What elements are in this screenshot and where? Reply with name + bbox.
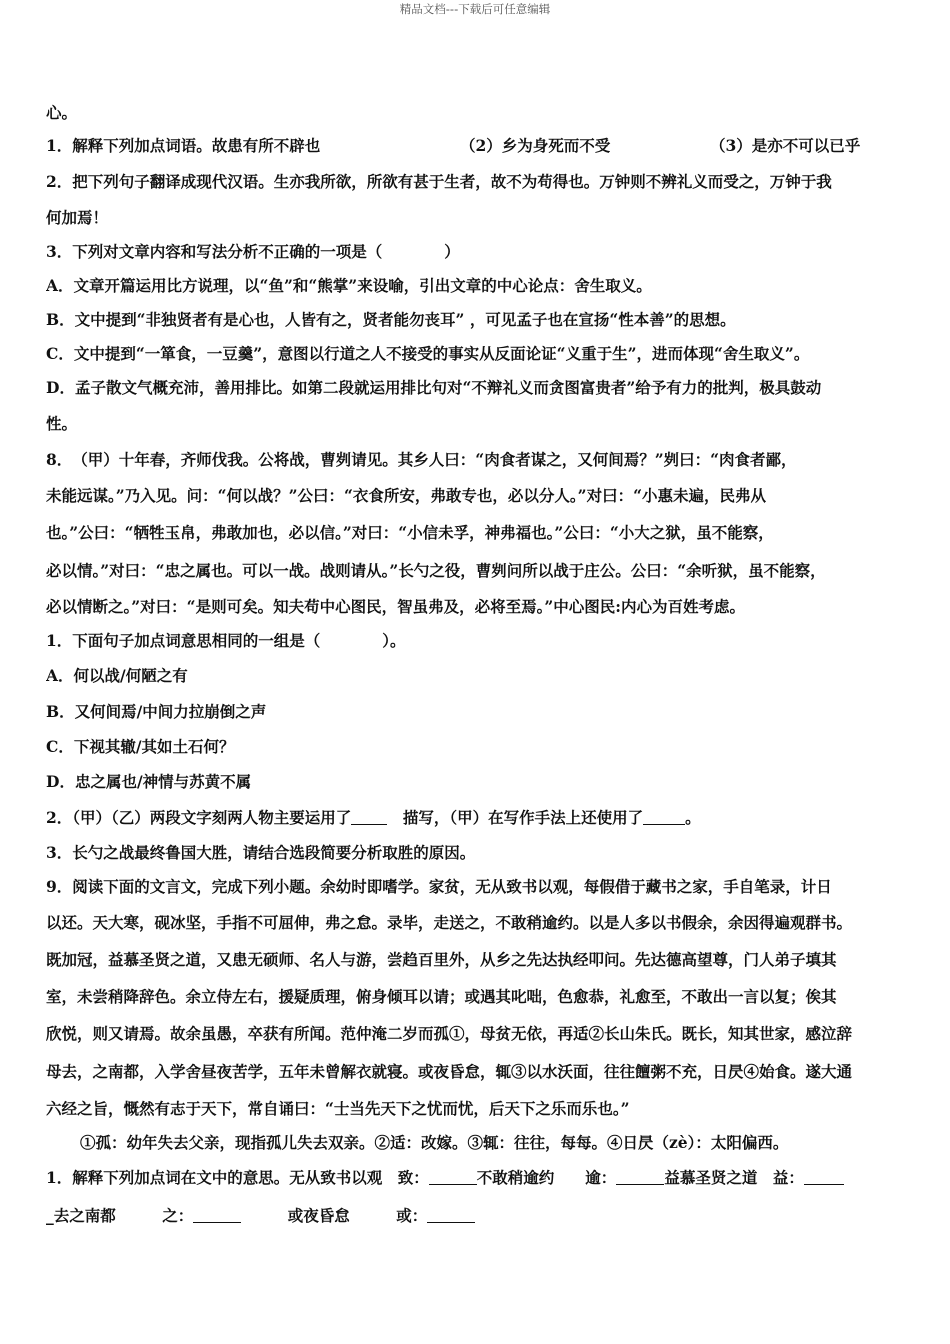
passage-line: 母去，之南都，入学舍昼夜苦学，五年未曾解衣就寝。或夜昏怠，辄③以水沃面，往往饘粥不充，日昃④始食。遂大通 [46,1062,853,1081]
question-9-line-2 [46,1206,908,1226]
q1-part1: 1．解释下列加点词语。故患有所不辟也 [46,136,321,155]
answer-blank[interactable] [351,808,387,825]
question-line: 1．下面句子加点词意思相同的一组是（ ）。 [46,631,406,650]
question-9-line [46,1168,908,1188]
answer-blank[interactable] [804,1168,844,1185]
question-2-line [46,808,908,828]
text-line: 何加焉！ [46,208,109,227]
answer-blank[interactable] [193,1206,241,1223]
option-a: A．何以战/何陋之有 [46,666,188,685]
text-line: 性。 [46,414,78,433]
q2-text-a: 2．（甲）（乙）两段文字刻两人物主要运用了 [46,808,352,827]
passage-line: 既加冠，益慕圣贤之道，又患无硕师、名人与游，尝趋百里外，从乡之先达执经叩问。先达德高望尊，门人弟子填其 [46,950,837,969]
passage-line: 六经之旨，慨然有志于天下，常自诵曰：“士当先天下之忧而忧，后天下之乐而乐也。” [46,1099,630,1118]
answer-blank[interactable] [616,1168,664,1185]
option-c: C．文中提到“一箪食，一豆羹”，意图以行道之人不接受的事实从反面论证“义重于生”，进而体现“舍生取义”。 [46,344,810,363]
option-d: D．忠之属也/神情与苏黄不属 [46,772,252,791]
text-line: 心。 [46,103,78,122]
answer-blank[interactable] [427,1206,475,1223]
option-b: B．又何间焉/中间力拉崩倒之声 [46,702,267,721]
question-1-line [46,136,908,156]
option-d: D．孟子散文气概充沛，善用排比。如第二段就运用排比句对“不辩礼义而贪图富贵者”给予有力的批判，极具鼓动 [46,378,822,397]
footnote-line: ①孤：幼年失去父亲，现指孤儿失去双亲。②适：改嫁。③辄：往往，每每。④日昃（zè）：太阳偏西。 [80,1133,789,1152]
q1-part2: （2）乡为身死而不受 [460,136,611,155]
q9-text-b: 不敢稍逾约 逾： [476,1168,617,1187]
q9-text-a: 1．解释下列加点词在文中的意思。无从致书以观 致： [46,1168,429,1187]
passage-line: 未能远谋。”乃入见。问：“何以战？”公曰：“衣食所安，弗敢专也，必以分人。”对曰：“小惠未遍，民弗从 [46,486,766,505]
page-header: 精品文档---下载后可任意编辑 [399,2,551,16]
passage-line: 室，未尝稍降辞色。余立侍左右，援疑质理，俯身倾耳以请；或遇其叱咄，色愈恭，礼愈至，不敢出一言以复；俟其 [46,987,837,1006]
answer-blank[interactable] [643,808,685,825]
q9-text-d: _去之南都 之： [46,1206,194,1225]
passage-line: 欣悦，则又请焉。故余虽愚，卒获有所闻。范仲淹二岁而孤①，母贫无依，再适②长山朱氏。既长，知其世家，感泣辞 [46,1024,853,1043]
q9-text-c: 益慕圣贤之道 益： [664,1168,804,1187]
answer-blank[interactable] [429,1168,477,1185]
q9-text-e: 或夜昏怠 或： [287,1206,428,1225]
text-line: 3．下列对文章内容和写法分析不正确的一项是（ ） [46,242,460,261]
text-line: 2．把下列句子翻译成现代汉语。生亦我所欲，所欲有甚于生者，故不为苟得也。万钟则不辨礼义而受之，万钟于我 [46,172,832,191]
option-c: C．下视其辙/其如土石何？ [46,737,235,756]
passage-line: 必以情。”对曰：“忠之属也。可以一战。战则请从。”长勺之役，曹刿问所以战于庄公。公曰：“余听狱，虽不能察， [46,561,826,580]
question-line: 3．长勺之战最终鲁国大胜，请结合选段简要分析取胜的原因。 [46,843,476,862]
passage-line: 也。”公曰：“牺牲玉帛，弗敢加也，必以信。”对曰：“小信未孚，神弗福也。”公曰：“小大之狱，虽不能察， [46,523,774,542]
q1-part3: （3）是亦不可以已乎 [710,136,861,155]
q2-text-c: 。 [685,808,701,827]
passage-line: 以还。天大寒，砚冰坚，手指不可屈伸，弗之怠。录毕，走送之，不敢稍逾约。以是人多以书假余，余因得遍观群书。 [46,913,853,932]
option-a: A．文章开篇运用比方说理，以“鱼”和“熊掌”来设喻，引出文章的中心论点：舍生取义。 [46,276,652,295]
passage-line: 8． （甲）十年春，齐师伐我。公将战，曹刿请见。其乡人曰：“肉食者谋之，又何间焉？”刿曰：“肉食者鄙， [46,450,797,469]
option-b: B．文中提到“非独贤者有是心也，人皆有之，贤者能勿丧耳” ，可见孟子也在宣扬“性本善”的思想。 [46,310,736,329]
passage-line: 必以情断之。”对曰：“是则可矣。知夫苟中心图民，智虽弗及，必将至焉。”中心图民:内心为百姓考虑。 [46,597,745,616]
passage-line: 9．阅读下面的文言文，完成下列小题。余幼时即嗜学。家贫，无从致书以观，每假借于藏书之家，手自笔录，计日 [46,877,832,896]
q2-text-b: 描写，（甲）在写作手法上还使用了 [402,808,644,827]
